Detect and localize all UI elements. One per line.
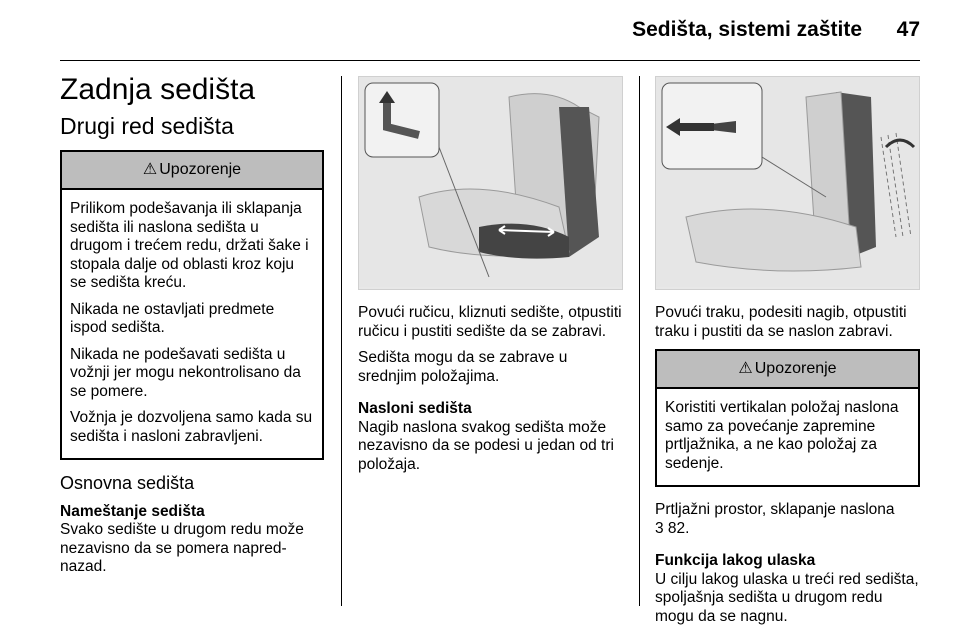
warning-header bbox=[62, 152, 322, 190]
warning-triangle-icon: ⚠ bbox=[738, 360, 753, 377]
sub-heading: Nameštanje sedišta bbox=[60, 502, 205, 520]
body-paragraph: Svako sedište u drugom redu može nezavisno da se pomera napred-nazad. bbox=[60, 521, 304, 575]
body-paragraph: Povući ručicu, kliznuti sedište, otpustiti ručicu i pustiti sedište da se zabravi. bbox=[358, 304, 622, 340]
seat-slide-illustration-icon bbox=[359, 77, 622, 287]
page-header bbox=[0, 0, 960, 62]
warning-label: Upozorenje bbox=[159, 161, 242, 178]
column-divider-1 bbox=[341, 76, 342, 606]
column-divider-2 bbox=[639, 76, 640, 606]
warning-body bbox=[62, 190, 322, 458]
middle-column bbox=[358, 76, 623, 482]
section-title: Zadnja sedišta bbox=[60, 73, 256, 106]
body-paragraph: Sedišta mogu da se zabrave u srednjim položajima. bbox=[358, 349, 568, 385]
warning-paragraph: Nikada ne podešavati sedišta u vožnji jer mogu nekontrolisano da se pomere. bbox=[70, 345, 301, 400]
warning-paragraph: Koristiti vertikalan položaj naslona samo za povećanje zapremine prtljažnika, a ne kao položaj za sedenje. bbox=[665, 399, 899, 472]
header-rule bbox=[60, 60, 920, 61]
warning-paragraph: Prilikom podešavanja ili sklapanja sedišta ili naslona sedišta u drugom i trećem redu, držati šake i stopala dalje od oblasti kroz koju se sedišta kreću. bbox=[70, 200, 309, 291]
warning-triangle-icon: ⚠ bbox=[142, 161, 158, 178]
seat-slide-figure bbox=[358, 76, 623, 290]
warning-body bbox=[657, 389, 918, 485]
warning-box bbox=[60, 150, 324, 460]
body-paragraph: Prtljažni prostor, sklapanje naslona bbox=[655, 501, 895, 518]
body-paragraph: Povući traku, podesiti nagib, otpustiti traku i pustiti da se naslon zabravi. bbox=[655, 304, 907, 340]
header-title: Sedišta, sistemi zaštite bbox=[632, 18, 862, 41]
body-paragraph: U cilju lakog ulaska u treći red sedišta, spoljašnja sedišta u drugom redu mogu da se nagnu. bbox=[655, 570, 919, 625]
body-paragraph: Nagib naslona svakog sedišta može nezavisno da se podesi u jedan od tri položaja. bbox=[358, 418, 614, 473]
seat-recline-illustration-icon bbox=[656, 77, 919, 287]
seat-recline-figure bbox=[655, 76, 920, 290]
page-number: 47 bbox=[896, 18, 920, 41]
sub-heading: Funkcija lakog ulaska bbox=[655, 552, 816, 569]
minor-title: Osnovna sedišta bbox=[60, 473, 195, 493]
page-reference-link[interactable]: 3 82. bbox=[655, 519, 690, 537]
warning-box bbox=[655, 349, 920, 487]
right-column bbox=[655, 76, 920, 634]
warning-label: Upozorenje bbox=[754, 360, 837, 377]
subsection-title: Drugi red sedišta bbox=[60, 113, 234, 139]
warning-header bbox=[657, 351, 918, 389]
warning-paragraph: Vožnja je dozvoljena samo kada su sedišta i nasloni zabravljeni. bbox=[70, 409, 313, 445]
sub-heading: Nasloni sedišta bbox=[358, 400, 472, 417]
left-column bbox=[60, 72, 324, 585]
warning-paragraph: Nikada ne ostavljati predmete ispod sedišta. bbox=[70, 300, 275, 336]
